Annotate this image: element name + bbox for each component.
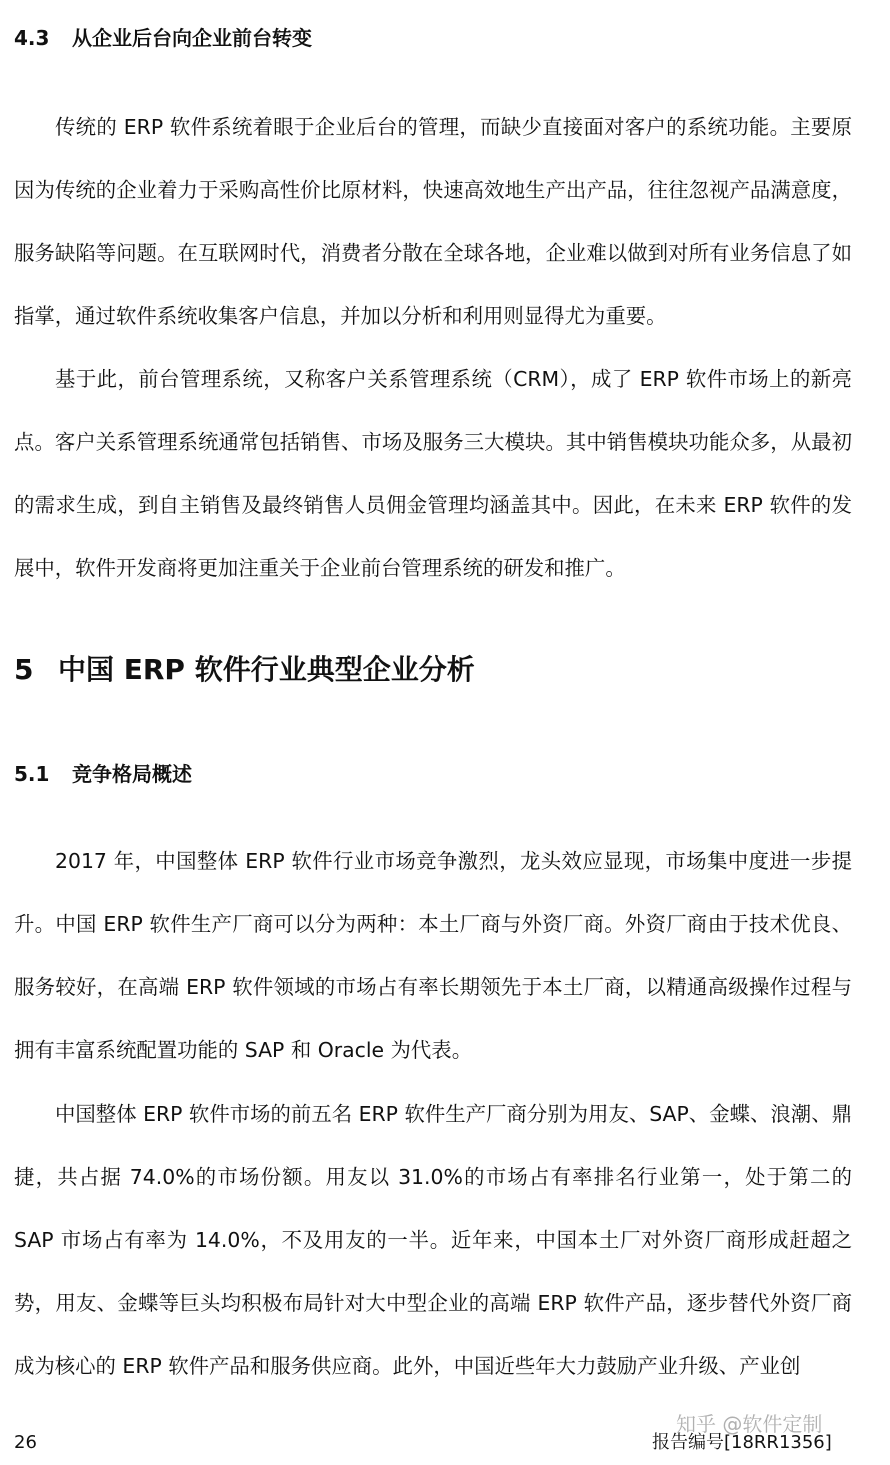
paragraph-top-five-vendors: 中国整体 ERP 软件市场的前五名 ERP 软件生产厂商分别为用友、SAP、金蝶、浪潮、鼎捷，共占据 74.0%的市场份额。用友以 31.0%的市场占有率排名行业第一，处于第二的 SAP 市场占有率为 14.0%，不及用友的一半。近年来，中国本土厂对外资厂商形成赶超之势，用友、金蝶等巨头均积极布局针对大中型企业的高端 ERP 软件产品，逐步替代外资厂商成为核心的 ERP 软件产品和服务供应商。此外，中国近些年大力鼓励产业升级、产业创 (14, 1102, 852, 1378)
chapter-number: 5 (14, 653, 34, 686)
page-number: 26 (14, 1432, 37, 1453)
section-title: 从企业后台向企业前台转变 (72, 26, 312, 50)
paragraph-competition-2017: 2017 年，中国整体 ERP 软件行业市场竞争激烈，龙头效应显现，市场集中度进一步提升。中国 ERP 软件生产厂商可以分为两种：本土厂商与外资厂商。外资厂商由于技术优良、服务较好，在高端 ERP 软件领域的市场占有率长期领先于本土厂商，以精通高级操作过程与拥有丰富系统配置功能的 SAP 和 Oracle 为代表。 (14, 849, 852, 1062)
section-number: 5.1 (14, 762, 50, 786)
section-title: 竞争格局概述 (72, 762, 192, 786)
watermark-text: 知乎 @软件定制 (676, 1412, 823, 1436)
chapter-title: 中国 ERP 软件行业典型企业分析 (58, 653, 475, 686)
section-heading-5-1 (14, 762, 192, 786)
section-number: 4.3 (14, 26, 50, 50)
paragraph-erp-backend: 传统的 ERP 软件系统着眼于企业后台的管理，而缺少直接面对客户的系统功能。主要原因为传统的企业着力于采购高性价比原材料，快速高效地生产出产品，往往忽视产品满意度，服务缺陷等问题。在互联网时代，消费者分散在全球各地，企业难以做到对所有业务信息了如指掌，通过软件系统收集客户信息，并加以分析和利用则显得尤为重要。 (14, 115, 852, 328)
report-number: 报告编号[18RR1356] (652, 1432, 832, 1453)
section-heading-4-3 (14, 26, 312, 50)
chapter-heading-5 (14, 653, 475, 687)
paragraph-crm: 基于此，前台管理系统，又称客户关系管理系统（CRM），成了 ERP 软件市场上的新亮点。客户关系管理系统通常包括销售、市场及服务三大模块。其中销售模块功能众多，从最初的需求生成，到自主销售及最终销售人员佣金管理均涵盖其中。因此，在未来 ERP 软件的发展中，软件开发商将更加注重关于企业前台管理系统的研发和推广。 (14, 367, 852, 580)
